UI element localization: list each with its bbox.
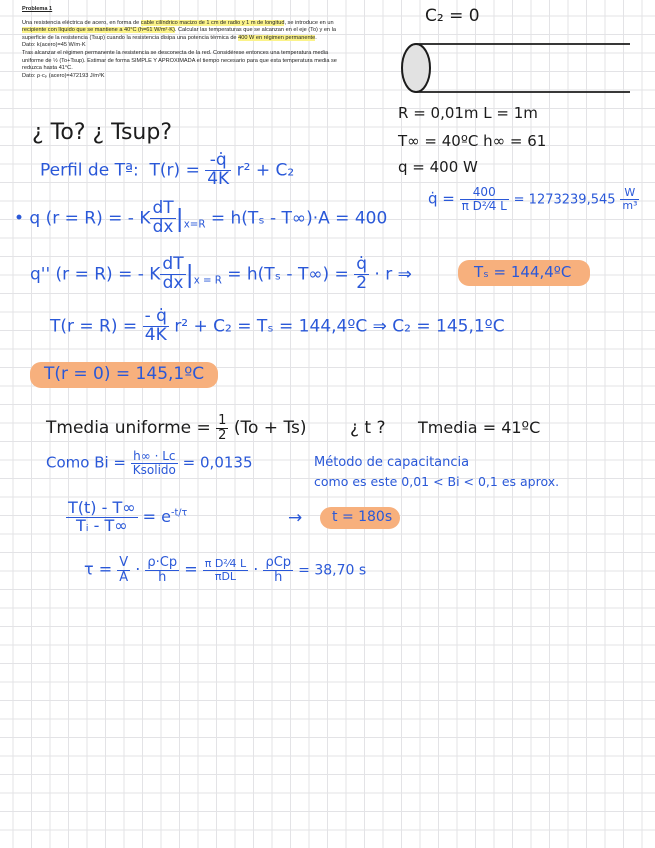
tau-equation: τ = $\frac{V}{A}$ · $\frac{\rho\cdot Cp}{h}$ = $\frac{\text{π D²⁄4 L}}{\text{πDL}}$ · $\frac{\text{ρCp}}{h}$ = 38,70 s — [84, 555, 367, 585]
arrow-to-t: → — [288, 508, 303, 528]
profile-equation: Perfil de Tª: T(r) = $\frac{-q̇}{4K}$ r² + C₂ — [40, 150, 295, 189]
highlight-power: 400 W en régimen permanente — [238, 34, 316, 41]
sketch-power: q = 400 W — [398, 158, 478, 176]
problem-dato-k: Dato: k(acero)=45 W/m·K — [22, 42, 86, 49]
cylinder-sketch — [390, 22, 635, 104]
t0-result: T(r = 0) = 145,1ºC — [44, 364, 205, 384]
profile-fraction: $\frac{-q̇}{4K}$ — [207, 150, 230, 189]
problem-part2: Tras alcanzar el régimen permanente la resistencia se desconecta de la red. Considérese entonces una temperatura media uniforme de ½ (To+Tsup). Estimar de forma SIMPLE Y APROXIMADA el tiempo necesario para que esta temperatura media se reduzca hasta 41°C. — [22, 49, 337, 72]
highlight-recipiente: recipiente con líquido que se mantiene a 40°C (h=61 W/m²·K) — [22, 27, 175, 34]
tmedia-equation: Tmedia uniforme = $\frac{1}{2}$ (To + Ts) — [46, 413, 307, 443]
highlight-cable: cable cilíndrico macizo de 1 cm de radio y 1 m de longitud — [140, 19, 285, 26]
question-t: ¿ t ? — [350, 418, 386, 438]
sketch-dimensions: R = 0,01m L = 1m — [398, 104, 538, 122]
problem-title: Problema 1 — [22, 6, 53, 12]
ts-result: Tₛ = 144,4ºC — [474, 263, 572, 281]
method-condition: como es este 0,01 < Bi < 0,1 es aprox. — [314, 474, 560, 489]
problem-statement — [22, 6, 342, 80]
method-label: Método de capacitancia — [314, 455, 470, 470]
flux-equation: q'' (r = R) = - K $\frac{dT}{dx}$ $|_{x = R} = h(T_s - T\infty)$ = $\frac{q̇}{2}$ · r ⇒ — [30, 254, 412, 293]
qdot-equation: q̇ = $\frac{400}{\text{π D²⁄4 L}}$ = 1273239,545 $\frac{W}{\text{m³}}$ — [428, 185, 638, 213]
lumped-ratio-equation: $\frac{T(t) - T\infty}{\text{Tᵢ - T∞}}$ = $e^{-t/\tau}$ — [68, 498, 188, 535]
t-result: t = 180s — [332, 509, 393, 525]
question-to-tsup: ¿ To? ¿ Tsup? — [32, 120, 173, 145]
sketch-c2-label: C₂ = 0 — [425, 6, 480, 26]
biot-equation: Como Bi = $\frac{h\infty \cdot Lc}{\text{Ksolido}}$ = 0,0135 — [46, 449, 253, 477]
surface-temperature-equation: T(r = R) = $\frac{- q̇}{4K}$ r² + C₂ = Tₛ = 144,4ºC ⇒ C₂ = 145,1ºC — [50, 306, 505, 345]
tmedia-value: Tmedia = 41ºC — [418, 418, 541, 437]
problem-dato-rhocp: Dato: ρ·cₚ (acero)=472193 J/m³K — [22, 72, 105, 79]
sketch-conditions: T∞ = 40ºC h∞ = 61 — [398, 132, 547, 150]
heat-balance-equation: • q (r = R) = - K $\frac{dT}{dx}$ $|_{x=R} = h(T_s - T\infty)\cdot A = 400$ — [14, 198, 388, 237]
problem-intro: Una resistencia eléctrica de acero, en forma de cable cilíndrico macizo de 1 cm de radio y 1 m de longitud, se introduce en un recipiente con líquido que se mantiene a 40°C (h=61 W/m²·K). Calcular las temperaturas que se alcanzan en el eje (To) y en la superficie de la resistencia (Tsup) cuando la resistencia disipa una potencia térmica de 400 W en régimen permanente. — [22, 19, 336, 41]
